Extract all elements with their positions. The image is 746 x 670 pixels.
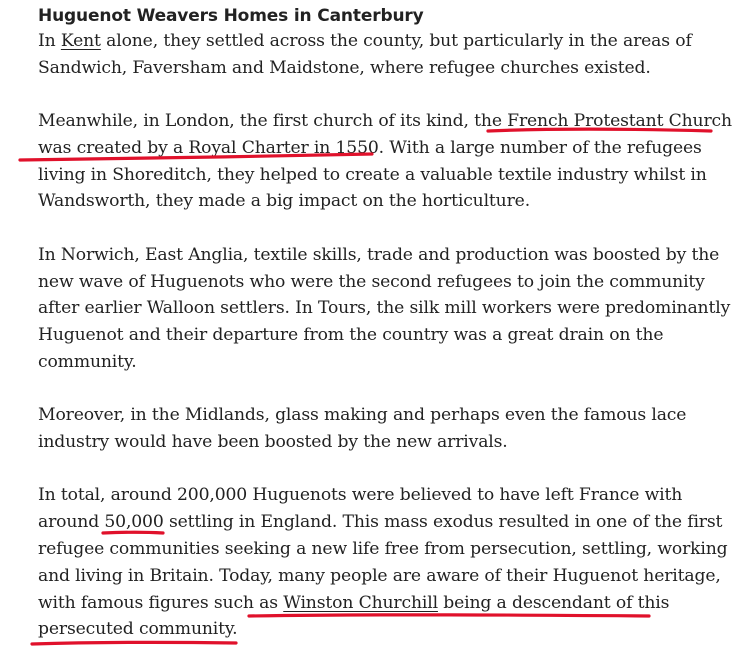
french-protestant-church-highlight: French Protestant Church was created by a Royal Charter in 1550. [38, 111, 732, 158]
section-heading: Huguenot Weavers Homes in Canterbury [38, 6, 424, 26]
p1-text-before: In [38, 31, 61, 51]
winston-churchill-link[interactable]: Winston Churchill [283, 592, 438, 613]
paragraph-kent [38, 28, 738, 82]
p2-text-before: Meanwhile, in London, the first church of its kind, the [38, 111, 508, 132]
article-body [38, 4, 738, 670]
p5-text-before: In total, around 200,000 Huguenots were believed to have left France with around [38, 485, 683, 533]
paragraph-total [38, 482, 738, 643]
p1-text-after: alone, they settled across the county, but particularly in the areas of Sandwich, Faversham and Maidstone, where refugee churches existed. [38, 31, 692, 78]
p5-text-middle: settling in England. This mass exodus resulted in one of the first refugee communities seeking a new life free from persecution, settling, working and living in Britain. Today, many people are aware of their Huguenot heritage, with famous figures such as [38, 512, 728, 613]
p5-text-after: being a descendant of this persecuted community. [38, 592, 670, 640]
paragraph-midlands: Moreover, in the Midlands, glass making and perhaps even the famous lace industry would have been boosted by the new arrivals. [38, 405, 687, 453]
p2-text-after: With a large number of the refugees living in Shoreditch, they helped to create a valuable textile industry whilst in Wandsworth, they made a big impact on the horticulture. [38, 137, 707, 212]
paragraph-london [38, 108, 738, 215]
kent-link[interactable]: Kent [60, 31, 101, 51]
fifty-thousand-highlight: 50,000 [104, 512, 164, 533]
paragraph-norwich: In Norwich, East Anglia, textile skills, trade and production was boosted by the new wave of Huguenots who were the second refugees to join the community after earlier Walloon settlers. In Tours, the silk mill workers were predominantly Huguenot and their departure from the country was a great drain on the community. [38, 244, 731, 372]
